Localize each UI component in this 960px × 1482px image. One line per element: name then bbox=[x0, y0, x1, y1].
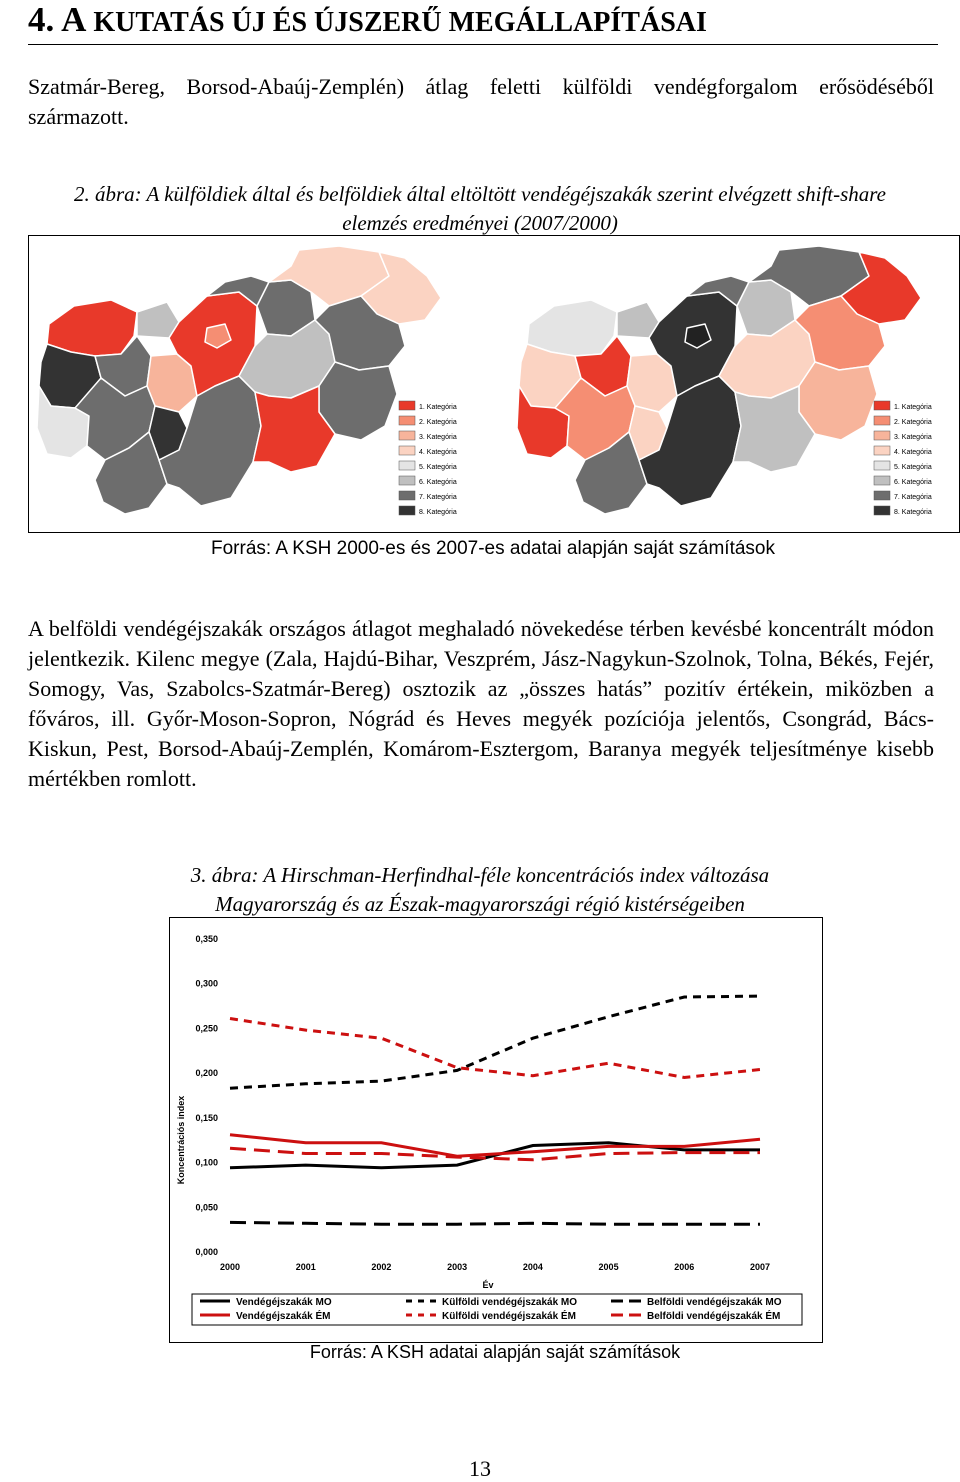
legend-left-swatch-4 bbox=[399, 446, 415, 455]
map-left-legend bbox=[399, 401, 457, 516]
series-line-5 bbox=[230, 1222, 760, 1224]
legend-right-swatch-8 bbox=[874, 506, 890, 515]
series-line-3 bbox=[230, 996, 760, 1088]
body-paragraph: A belföldi vendégéjszakák országos átlagot meghaladó növekedése térben kevésbé koncentrált módon jelentkezik. Kilenc megye (Zala, Hajdú-Bihar, Veszprém, Jász-Nagykun-Szolnok, Tolna, Békés, Fejér, Somogy, Vas, Szabolcs-Szatmár-Bereg) osztozik az „összes hatás” pozitív értékein, miközben a főváros, ill. Győr-Moson-Sopron, Nógrád és Heves megyék pozíciója jelentős, Csongrád, Bács-Kiskun, Pest, Borsod-Abaúj-Zemplén, Komárom-Esztergom, Baranya megyék teljesítménye kisebb mértékben romlott. bbox=[28, 616, 934, 791]
x-tick-label: 2001 bbox=[295, 1262, 316, 1272]
legend-left-label-8: 8. Kategória bbox=[419, 509, 457, 516]
y-tick-label: 0,050 bbox=[195, 1202, 218, 1213]
legend-label-3: Külföldi vendégéjszakák MO bbox=[442, 1297, 578, 1308]
map-left-county-gyor bbox=[47, 300, 137, 356]
page-number: 13 bbox=[469, 1456, 491, 1481]
y-tick-label: 0,200 bbox=[195, 1068, 218, 1079]
y-tick-label: 0,150 bbox=[195, 1112, 218, 1123]
legend-right-label-4: 4. Kategória bbox=[894, 449, 932, 456]
x-tick-label: 2004 bbox=[522, 1262, 543, 1272]
y-tick-label: 0,250 bbox=[195, 1023, 218, 1034]
x-tick-label: 2007 bbox=[749, 1262, 771, 1272]
legend-left-swatch-1 bbox=[399, 401, 415, 410]
legend-right-label-3: 3. Kategória bbox=[894, 434, 932, 441]
legend-left-swatch-7 bbox=[399, 491, 415, 500]
figure3-caption bbox=[40, 861, 920, 920]
map-right-county-gyor bbox=[527, 300, 617, 356]
legend-label-1: Vendégéjszakák MO bbox=[236, 1297, 332, 1308]
legend-right-swatch-1 bbox=[874, 401, 890, 410]
series-line-4 bbox=[230, 1019, 760, 1078]
legend-right-label-2: 2. Kategória bbox=[894, 419, 932, 426]
y-tick-label: 0,100 bbox=[195, 1157, 218, 1168]
legend-right-label-6: 6. Kategória bbox=[894, 479, 932, 486]
legend-left-label-7: 7. Kategória bbox=[419, 494, 457, 501]
legend-right-label-7: 7. Kategória bbox=[894, 494, 932, 501]
chapter-title-rest: KUTATÁS ÚJ ÉS ÚJSZERŰ MEGÁLLAPÍTÁSAI bbox=[86, 7, 707, 38]
legend-right-swatch-7 bbox=[874, 491, 890, 500]
legend-left-swatch-8 bbox=[399, 506, 415, 515]
y-tick-label: 0,300 bbox=[195, 978, 218, 989]
intro-paragraph: Szatmár-Bereg, Borsod-Abaúj-Zemplén) átlag feletti külföldi vendégforgalom erősödéséből származott. bbox=[28, 74, 934, 129]
map-right-legend bbox=[874, 401, 932, 516]
legend-label-6: Belföldi vendégéjszakák ÉM bbox=[647, 1311, 781, 1322]
map-right bbox=[517, 246, 921, 514]
legend-left-label-1: 1. Kategória bbox=[419, 404, 457, 411]
legend-left-label-4: 4. Kategória bbox=[419, 449, 457, 456]
y-axis-ticks bbox=[195, 934, 218, 1257]
legend-left-label-2: 2. Kategória bbox=[419, 419, 457, 426]
x-tick-label: 2002 bbox=[371, 1262, 392, 1272]
y-tick-label: 0,350 bbox=[195, 934, 218, 944]
chart-legend bbox=[192, 1294, 802, 1325]
chapter-number: 4. bbox=[28, 0, 62, 39]
legend-right-label-1: 1. Kategória bbox=[894, 404, 932, 411]
figure2-source: Forrás: A KSH 2000-es és 2007-es adatai alapján saját számítások bbox=[211, 538, 775, 559]
legend-left-swatch-5 bbox=[399, 461, 415, 470]
legend-label-4: Külföldi vendégéjszakák ÉM bbox=[442, 1311, 576, 1322]
x-tick-label: 2005 bbox=[598, 1262, 619, 1272]
x-tick-label: 2006 bbox=[674, 1262, 695, 1272]
x-axis-title: Év bbox=[482, 1280, 494, 1290]
figure2-maps bbox=[28, 235, 960, 533]
y-tick-label: 0,000 bbox=[195, 1247, 218, 1257]
legend-right-swatch-4 bbox=[874, 446, 890, 455]
figure3-caption-line1: 3. ábra: A Hirschman-Herfindhal-féle koncentrációs index változása bbox=[190, 863, 770, 887]
figure2-caption: 2. ábra: A külföldiek által és belföldiek által eltöltött vendégéjszakák szerint elvégzett shift-share elemzés eredményei (2007/2000) bbox=[73, 182, 887, 235]
legend-label-5: Belföldi vendégéjszakák MO bbox=[647, 1297, 782, 1308]
legend-right-label-8: 8. Kategória bbox=[894, 509, 932, 516]
chapter-title-initial: A bbox=[61, 0, 87, 39]
legend-left-label-3: 3. Kategória bbox=[419, 434, 457, 441]
legend-right-swatch-5 bbox=[874, 461, 890, 470]
legend-left-label-6: 6. Kategória bbox=[419, 479, 457, 486]
figure3-chart bbox=[169, 917, 823, 1343]
legend-right-swatch-3 bbox=[874, 431, 890, 440]
maps-svg bbox=[29, 236, 959, 532]
figure3-source: Forrás: A KSH adatai alapján saját számítások bbox=[309, 1342, 681, 1362]
legend-right-swatch-6 bbox=[874, 476, 890, 485]
series-lines bbox=[230, 996, 760, 1224]
chapter-heading bbox=[28, 0, 938, 45]
figure3-caption-line2: Magyarország és az Észak-magyarországi régió kistérségeiben bbox=[215, 890, 745, 920]
legend-left-swatch-3 bbox=[399, 431, 415, 440]
legend-left-swatch-6 bbox=[399, 476, 415, 485]
legend-left-label-5: 5. Kategória bbox=[419, 464, 457, 471]
map-left bbox=[37, 246, 441, 514]
chart-svg bbox=[170, 918, 822, 1342]
x-tick-label: 2003 bbox=[447, 1262, 468, 1272]
legend-left-swatch-2 bbox=[399, 416, 415, 425]
y-axis-title: Koncentrációs index bbox=[176, 1095, 186, 1185]
legend-label-2: Vendégéjszakák ÉM bbox=[236, 1311, 331, 1322]
x-tick-label: 2000 bbox=[219, 1262, 241, 1272]
legend-right-label-5: 5. Kategória bbox=[894, 464, 932, 471]
x-axis-ticks bbox=[220, 1262, 770, 1272]
legend-right-swatch-2 bbox=[874, 416, 890, 425]
